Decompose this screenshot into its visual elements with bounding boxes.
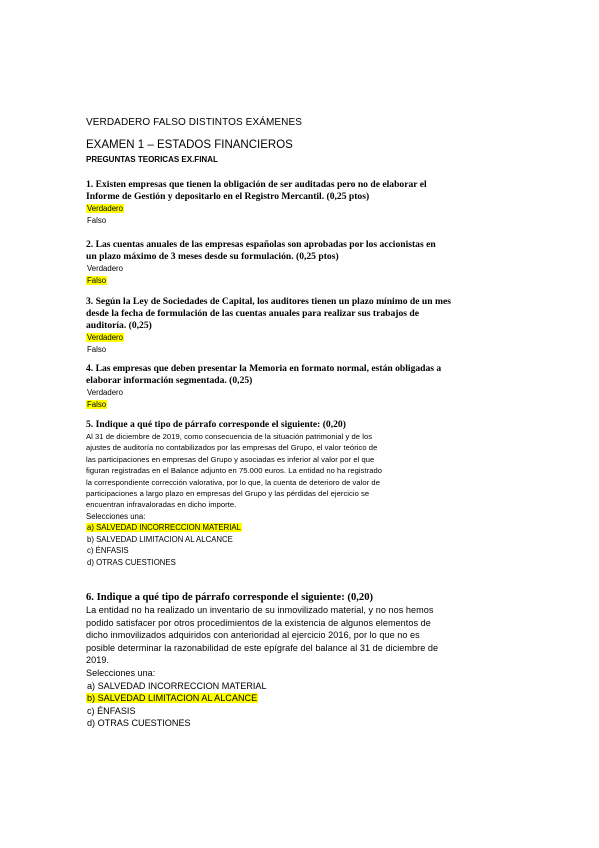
question-1	[86, 179, 516, 226]
document-title: VERDADERO FALSO DISTINTOS EXÁMENES	[86, 117, 303, 128]
option-true: Verdadero	[87, 333, 123, 342]
option-false: Falso	[87, 275, 107, 285]
option-c: c) ÉNFASIS	[87, 546, 129, 556]
section-subtitle: PREGUNTAS TEORICAS EX.FINAL	[86, 155, 218, 164]
option-false: Falso	[87, 215, 107, 225]
option-a: a) SALVEDAD INCORRECCION MATERIAL	[87, 523, 241, 533]
question-text: 5. Indique a qué tipo de párrafo corresponde el siguiente: (0,20)	[86, 419, 346, 430]
question-4	[86, 363, 516, 410]
option-c: c) ÉNFASIS	[87, 705, 136, 716]
question-3	[86, 296, 516, 355]
question-text: 4. Las empresas que deben presentar la Memoria en formato normal, están obligadas a elaborar información segmentada. (0,25)	[86, 363, 442, 386]
option-b: b) SALVEDAD LIMITACION AL ALCANCE	[87, 534, 233, 544]
question-6	[86, 591, 516, 730]
option-d: d) OTRAS CUESTIONES	[87, 557, 176, 567]
option-true: Verdadero	[87, 204, 123, 213]
option-true: Verdadero	[87, 388, 123, 397]
select-prompt: Selecciones una:	[86, 511, 146, 521]
question-5	[86, 419, 516, 568]
question-text: 3. Según la Ley de Sociedades de Capital, los auditores tienen un plazo mínimo de un mes desde la fecha de formulación de las cuentas anuales para realizar sus trabajos de auditoría. (0,25)	[86, 296, 451, 331]
option-false: Falso	[87, 344, 107, 354]
exam-title: EXAMEN 1 – ESTADOS FINANCIEROS	[86, 139, 293, 151]
question-paragraph: Al 31 de diciembre de 2019, como consecuencia de la situación patrimonial y de los ajustes de auditoría no contabilizados por las empresas del Grupo, el valor teórico de las participaciones en empresas del Grupo y asociadas es inferior al valor por el que figuran registradas en el Balance adjunto en 75.000 euros. La entidad no ha registrado la correspondiente corrección valorativa, por lo que, la cuenta de deterioro de valor de participaciones a largo plazo en empresas del Grupo y las pérdidas del ejercicio se encuentran infravaloradas en dicho importe.	[86, 432, 383, 510]
option-false: Falso	[87, 399, 107, 409]
question-text: 1. Existen empresas que tienen la obligación de ser auditadas pero no de elaborar el Informe de Gestión y depositarlo en el Registro Mercantil. (0,25 ptos)	[86, 179, 427, 202]
option-b: b) SALVEDAD LIMITACION AL ALCANCE	[87, 693, 258, 704]
option-a: a) SALVEDAD INCORRECCION MATERIAL	[87, 680, 267, 691]
question-text: 2. Las cuentas anuales de las empresas españolas son aprobadas por los accionistas en un plazo máximo de 3 meses desde su formulación. (0,25 ptos)	[86, 239, 436, 262]
question-paragraph: La entidad no ha realizado un inventario de su inmovilizado material, y no nos hemos podido satisfacer por otros procedimientos de la existencia de algunos elementos de dicho inmovilizados adquiridos con anterioridad al ejercicio 2016, por lo que no es posible determinar la razonabilidad de este epígrafe del balance al 31 de diciembre de 2019.	[86, 605, 439, 666]
option-d: d) OTRAS CUESTIONES	[87, 718, 191, 729]
option-true: Verdadero	[87, 264, 123, 273]
question-2	[86, 239, 516, 286]
question-text: 6. Indique a qué tipo de párrafo corresponde el siguiente: (0,20)	[86, 592, 374, 603]
select-prompt: Selecciones una:	[86, 667, 156, 678]
